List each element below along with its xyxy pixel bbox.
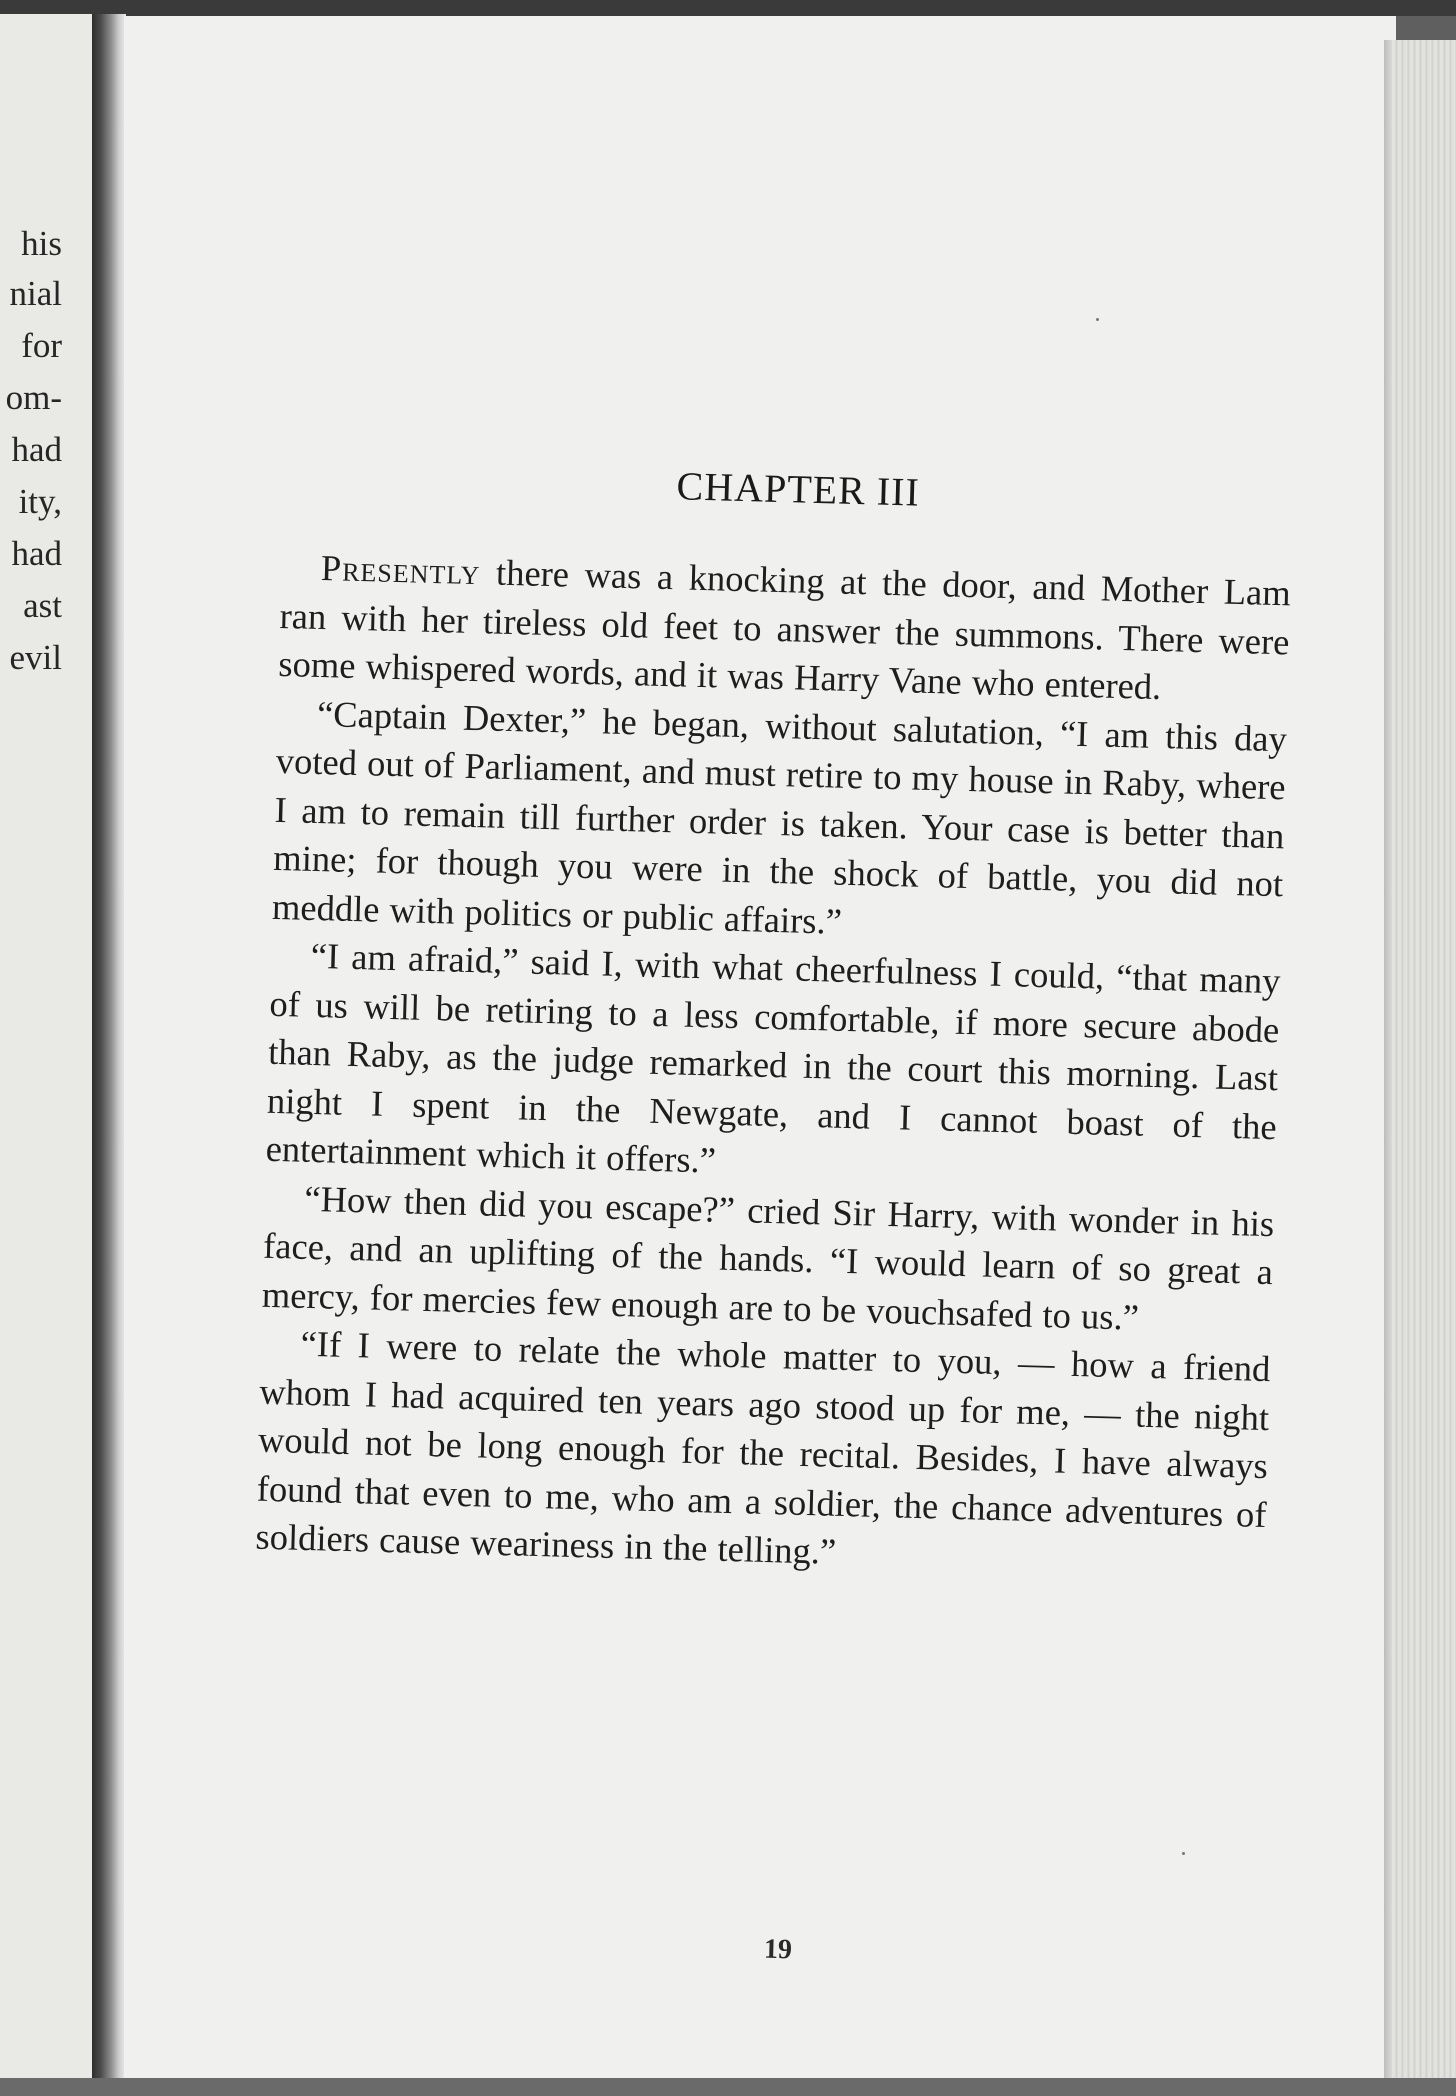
drop-word: Presently: [320, 547, 482, 593]
paragraph: “Captain Dexter,” he began, without salutation, “I am this day voted out of Parliament, and must retire to my house in Raby, where I am to remain till further order is taken. Your case is better than mine; for though you were in the shock of battle, you did not meddle with politics or public affairs.”: [271, 692, 1288, 942]
scan-border-bottom: [0, 2078, 1456, 2096]
previous-page-fragment: ast: [23, 586, 62, 625]
previous-page-fragment: evil: [9, 638, 62, 677]
previous-page-fragment: ity,: [18, 482, 62, 521]
chapter-body: [255, 452, 1294, 1588]
previous-page-fragment: had: [11, 534, 62, 573]
previous-page-fragment: for: [21, 326, 62, 365]
book-page: [124, 16, 1396, 2078]
paper-speck: [1096, 318, 1099, 321]
previous-page-fragment: nial: [9, 274, 62, 313]
paper-speck: [1182, 1852, 1185, 1855]
chapter-title: CHAPTER III: [676, 463, 921, 515]
paragraph: [278, 543, 1291, 715]
previous-page: [0, 14, 96, 2084]
previous-page-fragment: had: [11, 430, 62, 469]
page-number: 19: [763, 1933, 793, 1966]
page-stack-edge: [1392, 40, 1456, 2090]
paragraph-text: there was a knocking at the door, and Mother Lam ran with her tireless old feet to answer the summons. There were some whispered words, and it was Harry Vane who entered.: [277, 551, 1292, 708]
book-gutter: [92, 14, 126, 2084]
paragraph: “How then did you escape?” cried Sir Harry, with wonder in his face, and an uplifting of the hands. “I would learn of so great a mercy, for mercies few enough are to be vouchsafed to us.”: [261, 1177, 1275, 1338]
paragraph: “I am afraid,” said I, with what cheerfulness I could, “that many of us will be retiring to a less comfortable, if more secure abode than Raby, as the judge remarked in the court this morning. Last night I spent in the Newgate, and I cannot boast of the entertainment which it offers.”: [265, 934, 1282, 1181]
paragraph: “If I were to relate the whole matter to you, — how a friend whom I had acquired ten years ago stood up for me, — the night would not be long enough for the recital. Besides, I have always found that even to me, who am a soldier, the chance adventures of soldiers cause weariness in the telling.”: [255, 1322, 1271, 1572]
scan-border-top: [0, 0, 1456, 16]
previous-page-fragment: om-: [5, 378, 62, 417]
previous-page-fragment: his: [21, 224, 62, 263]
